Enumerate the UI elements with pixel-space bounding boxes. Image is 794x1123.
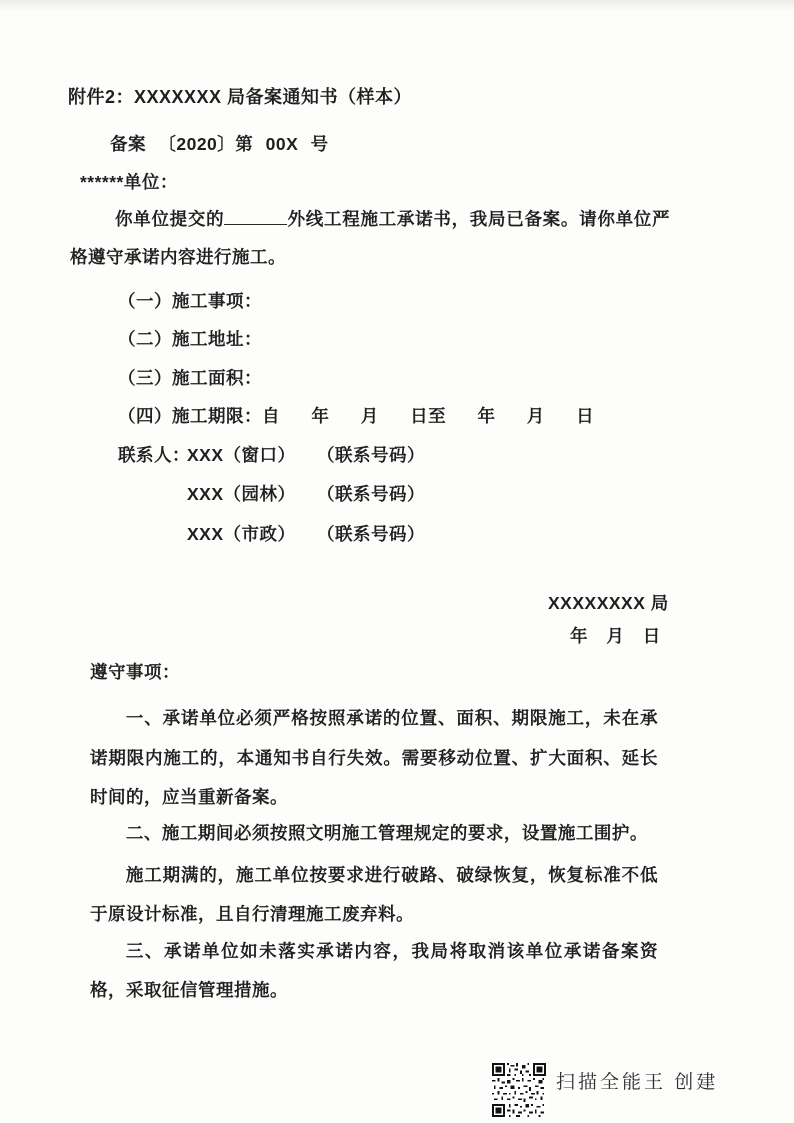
contact-row [118,436,425,475]
fill-in-blank-underline [224,210,287,225]
item-construction-period: （四）施工期限：自 年 月 日至 年 月 日 [118,405,595,426]
contact-name: XXX（窗口） [187,445,296,465]
doc-number: 备案 〔2020〕第 00X 号 [110,134,329,154]
intro-text-pre: 你单位提交的 [115,209,225,229]
intro-text-post: 外线工程施工承诺书，我局已备案。请你单位严格遵守承诺内容进行施工。 [70,209,671,267]
contact-row [118,515,425,554]
attachment-title: 附件2：XXXXXXX 局备案通知书（样本） [68,87,413,107]
qr-code [492,1063,546,1117]
item-construction-matter: （一）施工事项： [118,291,262,311]
numbered-item-list [118,282,594,435]
contact-name: XXX（市政） [187,523,296,544]
item-construction-area: （三）施工面积： [118,367,262,388]
note-paragraph-3: 施工期满的，施工单位按要求进行破路、破绿恢复，恢复标准不低于原设计标准，且自行清理施工废弃料。 [90,865,658,924]
addressee-line: ******单位： [80,172,178,192]
contact-phone: （联系号码） [317,523,425,544]
contact-phone: （联系号码） [317,484,425,505]
notes-heading: 遵守事项： [90,662,180,682]
contact-phone: （联系号码） [317,445,425,465]
contact-list [118,436,425,554]
item-construction-address: （二）施工地址： [118,329,262,350]
signature-date-blanks: 年 月 日 [570,626,661,646]
contact-row [118,475,425,514]
note-paragraph-2: 二、施工期间必须按照文明施工管理规定的要求，设置施工围护。 [125,823,648,843]
contact-label: 联系人： [118,445,190,465]
intro-paragraph [70,200,670,276]
note-paragraph-4: 三、承诺单位如未落实承诺内容，我局将取消该单位承诺备案资格，采取征信管理措施。 [90,941,658,1000]
camscanner-watermark: 扫描全能王 创建 [556,1072,719,1093]
contact-name: XXX（园林） [187,484,296,505]
note-paragraph-1: 一、承诺单位必须严格按照承诺的位置、面积、期限施工，未在承诺期限内施工的，本通知书自行失效。需要移动位置、扩大面积、延长时间的，应当重新备案。 [90,708,658,807]
signature-organization: XXXXXXXX 局 [548,593,669,613]
